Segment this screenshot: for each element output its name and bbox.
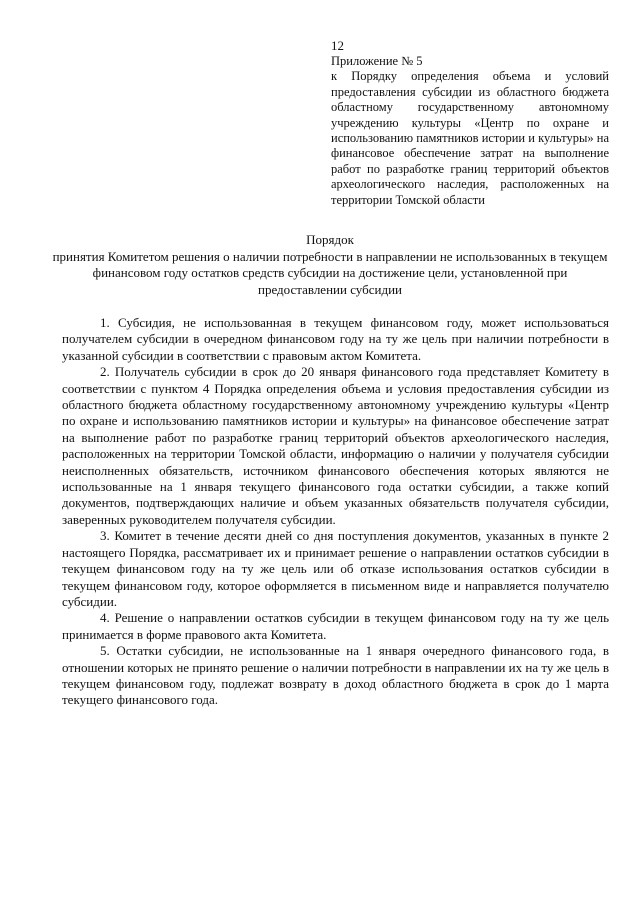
paragraph-5: 5. Остатки субсидии, не использованные на 1 января очередного финансового года, в отношении которых не принято решение о наличии потребности в направлении их на ту же цель в текущем финансовом году, подлежат возврату в доход областного бюджета в срок до 1 марта текущего финансового года.	[62, 643, 609, 708]
appendix-title: Приложение № 5	[331, 54, 423, 68]
paragraph-2: 2. Получатель субсидии в срок до 20 января финансового года представляет Комитету в соответствии с пунктом 4 Порядка определения объема и условия предоставления субсидии из областного бюджета областному государственному автономному учреждению культуры «Центр по охране и использованию памятников истории и культуры» на финансовое обеспечение затрат на выполнение работ по разработке границ территорий объектов археологического наследия, расположенных на территории Томской области, информацию о наличии у получателя субсидии неисполненных обязательств, источником финансового обеспечения которых являются не использованные на 1 января текущего финансового года остатки субсидии, а также копий документов, подтверждающих наличие и объем указанных обязательств получателя субсидии, заверенных руководителем получателя субсидии.	[62, 364, 609, 527]
document-title: Порядок	[306, 232, 354, 247]
paragraph-4: 4. Решение о направлении остатков субсидии в текущем финансовом году на ту же цель принимается в форме правового акта Комитета.	[62, 610, 609, 642]
paragraph-1: 1. Субсидия, не использованная в текущем финансовом году, может использоваться получателем субсидии в очередном финансовом году на ту же цель при наличии потребности в указанной субсидии в соответствии с правовым актом Комитета.	[62, 315, 609, 363]
page-number: 12	[331, 38, 344, 53]
document-heading	[50, 232, 610, 298]
document-subtitle: принятия Комитетом решения о наличии потребности в направлении не использованных в текущем финансовом году остатков средств субсидии на достижение цели, установленной при предоставлении субсидии	[52, 248, 608, 297]
document-body	[62, 315, 609, 709]
paragraph-3: 3. Комитет в течение десяти дней со дня поступления документов, указанных в пункте 2 настоящего Порядка, рассматривает их и принимает решение о направлении остатков субсидии в текущем финансовом году на ту же цель или об отказе использования остатков субсидии в текущем финансовом году, которое оформляется в письменном виде и направляется получателю субсидии.	[62, 528, 609, 609]
appendix-text: к Порядку определения объема и условий предоставления субсидии из областного бюджета областному государственному автономному учреждению культуры «Центр по охране и использованию памятников истории и культуры» на финансовое обеспечение затрат на выполнение работ по разработке границ территорий объектов археологического наследия, расположенных на территории Томской области	[331, 69, 609, 207]
appendix-block	[331, 54, 609, 208]
